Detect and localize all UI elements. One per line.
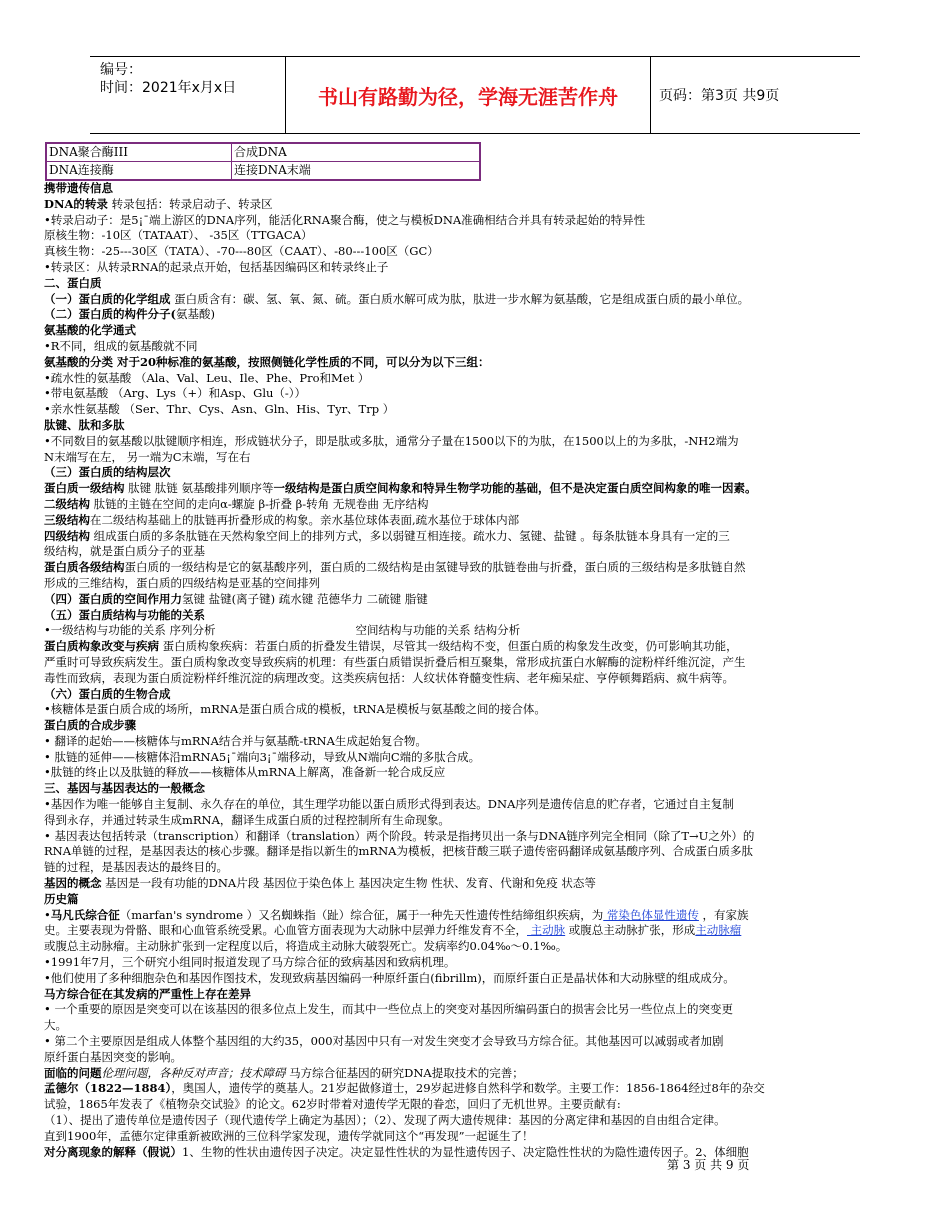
- doc-time-label: 时间：2021年x月x日: [100, 80, 237, 96]
- text-line: 面临的问题伦理问题，各种反对声音；技术障碍 马方综合征基因的研究DNA提取技术的完善；: [44, 1065, 524, 1080]
- table-row: [46, 162, 480, 181]
- text-line: 四级结构 组成蛋白质的多条肽链在天然构象空间上的排列方式，多以弱键互相连接。疏水力、氢键、盐键 。每条肽链本身具有一定的三: [44, 528, 730, 543]
- bullet-item: •基因作为唯一能够自主复制、永久存在的单位，其生理学功能以蛋白质形式得到表达。DNA序列是遗传信息的贮存者，它通过自主复制: [44, 797, 734, 812]
- text-line: 二级结构 肽链的主链在空间的走向α-螺旋 β-折叠 β-转角 无规卷曲 无序结构: [44, 496, 429, 511]
- bullet-item: •核糖体是蛋白质合成的场所，mRNA是蛋白质合成的模板，tRNA是模板与氨基酸之间的接合体。: [44, 702, 546, 717]
- text-line: （1）、提出了遗传单位是遗传因子（现代遗传学上确定为基因）；（2）、发现了两大遗传规律：基因的分离定律和基因的自由组合定律。: [44, 1113, 726, 1128]
- section-heading: 马方综合征在其发病的严重性上存在差异: [44, 986, 251, 1001]
- header-page-label: 页码：第3页 共9页: [659, 88, 780, 104]
- section-heading: 历史篇: [44, 891, 79, 906]
- bullet-item: •疏水性的氨基酸 （Ala、Val、Leu、Ile、Phe、Pro和Met ）: [44, 370, 370, 385]
- bullet-item: • 肽链的延伸——核糖体沿mRNA5¡¯端向3¡¯端移动，导致从N端向C端的多肽合成。: [44, 749, 481, 764]
- text-line: 链的过程，是基因表达的最终目的。: [44, 860, 228, 875]
- text-line: 或腹总主动脉瘤。主动脉扩张到一定程度以后，将造成主动脉大破裂死亡。发病率约0.04‰～0.1‰。: [44, 939, 568, 954]
- bullet-item: •亲水性氨基酸 （Ser、Thr、Cys、Asn、Gln、His、Tyr、Trp ）: [44, 402, 395, 417]
- section-heading: （六）蛋白质的生物合成: [44, 686, 171, 701]
- section-heading: 二、蛋白质: [44, 275, 102, 290]
- text-line: （一）蛋白质的化学组成 蛋白质含有：碳、氢、氧、氮、硫。蛋白质水解可成为肽，肽进一步水解为氨基酸，它是组成蛋白质的最小单位。: [44, 291, 750, 306]
- text-line: 大。: [44, 1018, 67, 1033]
- text-line: 形成的三维结构，蛋白质的四级结构是亚基的空间排列: [44, 575, 320, 590]
- document-body: [44, 181, 910, 1160]
- text-line: 氨基酸的化学通式: [44, 323, 136, 338]
- bullet-item: • 第二个主要原因是组成人体整个基因组的大约35，000对基因中只有一对发生突变才会导致马方综合征。其他基因可以减弱或者加剧: [44, 1034, 724, 1049]
- bullet-item: •1991年7月，三个研究小组同时报道发现了马方综合征的致病基因和致病机理。: [44, 955, 456, 970]
- bullet-item: •带电氨基酸 （Arg、Lys（+）和Asp、Glu（-））: [44, 386, 307, 401]
- text-line: 氨基酸的分类 对于20种标准的氨基酸，按照侧链化学性质的不同，可以分为以下三组：: [44, 354, 490, 369]
- header-motto: 书山有路勤为径，学海无涯苦作舟: [286, 57, 651, 133]
- enzyme-role: 连接DNA末端: [232, 162, 481, 181]
- text-line: N末端写在左， 另一端为C末端，写在右: [44, 449, 251, 464]
- bullet-item: • 翻译的起始——核糖体与mRNA结合并与氨基酰-tRNA生成起始复合物。: [44, 733, 427, 748]
- text-line: 蛋白质各级结构蛋白质的一级结构是它的氨基酸序列，蛋白质的二级结构是由氢键导致的肽链卷曲与折叠，蛋白质的三级结构是多肽链自然: [44, 560, 746, 575]
- header-meta: [90, 57, 286, 133]
- text-line: DNA的转录 转录包括：转录启动子、转录区: [44, 196, 273, 211]
- table-row: [46, 143, 480, 162]
- enzyme-role: 合成DNA: [232, 143, 481, 162]
- text-line: 原纤蛋白基因突变的影响。: [44, 1049, 182, 1064]
- link-aorta[interactable]: 主动脉: [527, 923, 566, 938]
- text-line: 蛋白质一级结构 肽键 肽链 氨基酸排列顺序等一级结构是蛋白质空间构象和特异生物学功能的基础，但不是决定蛋白质空间构象的唯一因素。: [44, 481, 757, 496]
- link-aortic-aneurysm[interactable]: 主动脉瘤: [695, 923, 742, 938]
- doc-id-label: 编号：: [100, 62, 142, 78]
- text-line: 原核生物：-10区（TATAAT）、 -35区（TTGACA）: [44, 228, 313, 243]
- text-line: 严重时可导致疾病发生。蛋白质构象改变导致疾病的机理：有些蛋白质错误折叠后相互聚集，常形成抗蛋白水解酶的淀粉样纤维沉淀，产生: [44, 654, 746, 669]
- bullet-item: •马凡氏综合征（marfan's syndrome ）又名蜘蛛指（趾）综合征，属于一种先天性遗传性结缔组织疾病，为 常染色体显性遗传 ，有家族: [44, 907, 749, 922]
- bullet-item: •转录区：从转录RNA的起录点开始，包括基因编码区和转录终止子: [44, 259, 389, 274]
- text-line: 得到永存，并通过转录生成mRNA，翻译生成蛋白质的过程控制所有生命现象。: [44, 812, 450, 827]
- text-line: 真核生物：-25---30区（TATA）、-70---80区（CAAT）、-80---100区（GC）: [44, 244, 439, 259]
- text-line: （四）蛋白质的空间作用力氢键 盐键(离子键) 疏水键 范德华力 二硫键 脂键: [44, 591, 428, 606]
- text-line: 携带遗传信息: [44, 181, 113, 195]
- text-line: 蛋白质构象改变与疾病 蛋白质构象疾病：若蛋白质的折叠发生错误，尽管其一级结构不变，但蛋白质的构象发生改变，仍可影响其功能，: [44, 639, 738, 654]
- bullet-item: •一级结构与功能的关系 序列分析 空间结构与功能的关系 结构分析: [44, 623, 521, 638]
- bullet-item: •肽链的终止以及肽链的释放——核糖体从mRNA上解离，准备新一轮合成反应: [44, 765, 446, 780]
- text-line: 对分离现象的解释（假说）1、生物的性状由遗传因子决定。决定显性性状的为显性遗传因子、决定隐性性状的为隐性遗传因子。2、体细胞: [44, 1144, 749, 1159]
- bullet-item: •转录启动子：是5¡¯端上游区的DNA序列，能活化RNA聚合酶，使之与模板DNA准确相结合并具有转录起始的特异性: [44, 212, 646, 227]
- bullet-item: • 一个重要的原因是突变可以在该基因的很多位点上发生，而其中一些位点上的突变对基因所编码蛋白的损害会比另一些位点上的突变更: [44, 1002, 733, 1017]
- text-line: 直到1900年，孟德尔定律重新被欧洲的三位科学家发现，遗传学就同这个“再发现”一起诞生了！: [44, 1128, 534, 1143]
- text-line: 试验，1865年发表了《植物杂交试验》的论文。62岁时带着对遗传学无限的眷恋，回归了无机世界。主要贡献有:: [44, 1097, 621, 1112]
- text-line: 肽键、肽和多肽: [44, 417, 125, 432]
- enzyme-name: DNA连接酶: [46, 162, 232, 181]
- section-heading: 三、基因与基因表达的一般概念: [44, 781, 205, 796]
- text-line: （二）蛋白质的构件分子(氨基酸): [44, 307, 215, 322]
- text-line: 蛋白质的合成步骤: [44, 718, 136, 733]
- enzyme-name: DNA聚合酶III: [46, 143, 232, 162]
- bullet-item: •他们使用了多种细胞杂色和基因作图技术，发现致病基因编码一种原纤蛋白(fibrillm)，而原纤蛋白正是晶状体和大动脉壁的组成成分。: [44, 970, 735, 985]
- link-autosomal-dominant[interactable]: 常染色体显性遗传: [603, 907, 699, 922]
- page-header: [90, 56, 860, 134]
- bullet-item: •R不同，组成的氨基酸就不同: [44, 338, 198, 353]
- section-heading: （五）蛋白质结构与功能的关系: [44, 607, 205, 622]
- text-line: 毒性而致病，表现为蛋白质淀粉样纤维沉淀的病理改变。这类疾病包括：人纹状体脊髓变性病、老年痴呆症、亨停顿舞蹈病、疯牛病等。: [44, 670, 734, 685]
- text-line: 三级结构在二级结构基础上的肽链再折叠形成的构象。亲水基位球体表面,疏水基位于球体内部: [44, 512, 520, 527]
- text-line: RNA单链的过程，是基因表达的核心步骤。翻译是指以新生的mRNA为模板，把核苷酸三联子遗传密码翻译成氨基酸序列、合成蛋白质多肽: [44, 844, 753, 859]
- text-line: 史。主要表现为骨骼、眼和心血管系统受累。心血管方面表现为大动脉中层弹力纤维发育不全， 主动脉 或腹总主动脉扩张，形成主动脉瘤: [44, 923, 742, 938]
- enzyme-table: [45, 142, 481, 181]
- text-line: 孟德尔（1822—1884），奥国人，遗传学的奠基人。21岁起做修道士，29岁起进修自然科学和数学。主要工作：1856-1864经过8年的杂交: [44, 1081, 765, 1096]
- bullet-item: •不同数目的氨基酸以肽键顺序相连，形成链状分子，即是肽或多肽，通常分子量在1500以下的为肽，在1500以上的为多肽，-NH2端为: [44, 433, 739, 448]
- section-heading: （三）蛋白质的结构层次: [44, 465, 171, 480]
- bullet-item: • 基因表达包括转录（transcription）和翻译（translation）两个阶段。转录是指拷贝出一条与DNA链序列完全相同（除了T→U之外）的: [44, 828, 755, 843]
- text-line: 级结构，就是蛋白质分子的亚基: [44, 544, 205, 559]
- page-footer: 第 3 页 共 9 页: [667, 1158, 750, 1172]
- text-line: 基因的概念 基因是一段有功能的DNA片段 基因位于染色体上 基因决定生物 性状、发育、代谢和免疫 状态等: [44, 876, 596, 891]
